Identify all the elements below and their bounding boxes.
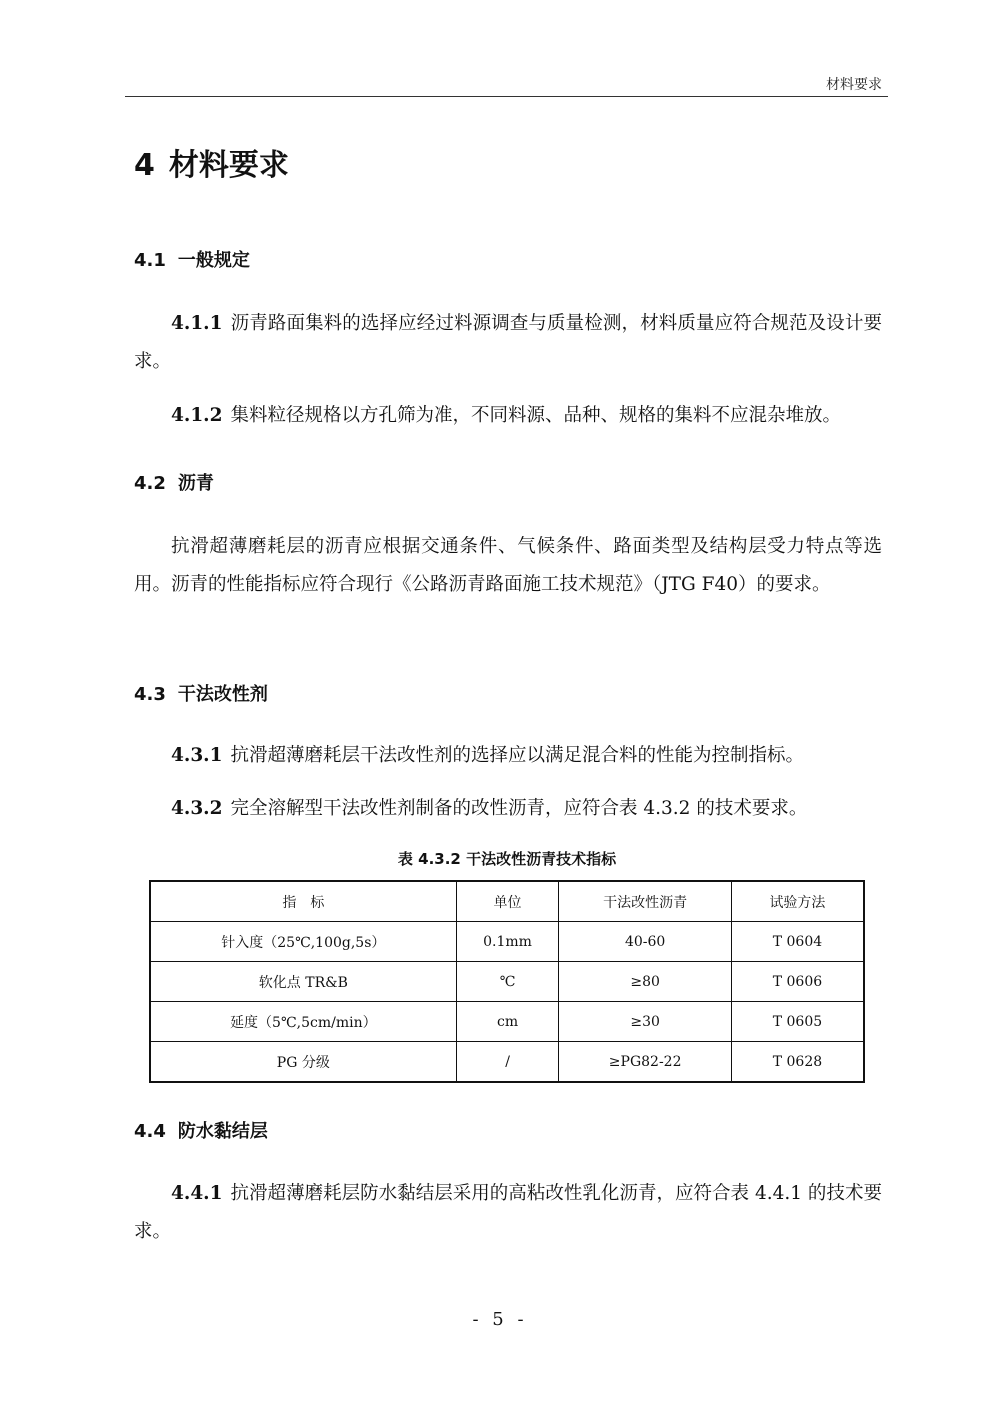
table-caption: 表 4.3.2 干法改性沥青技术指标 xyxy=(397,850,617,868)
section-heading-4-4 xyxy=(134,1117,268,1143)
clause-4-3-1 xyxy=(134,737,882,775)
section-number: 4.2 xyxy=(134,473,166,494)
section-title: 干法改性剂 xyxy=(177,684,268,705)
table-header-row xyxy=(150,881,864,922)
section-title: 防水黏结层 xyxy=(177,1121,268,1142)
chapter-number: 4 xyxy=(134,148,155,183)
table-cell: ≥30 xyxy=(559,1002,731,1042)
section-heading-4-1 xyxy=(134,246,250,272)
table-cell: T 0604 xyxy=(731,922,864,962)
table-row xyxy=(150,1042,864,1083)
table-cell: ℃ xyxy=(456,962,559,1002)
table-cell: cm xyxy=(456,1002,559,1042)
clause-4-1-2 xyxy=(134,397,882,435)
header-cell-indicator: 指 标 xyxy=(150,881,456,922)
table-cell: T 0606 xyxy=(731,962,864,1002)
section-number: 4.1 xyxy=(134,250,166,271)
table-cell: T 0628 xyxy=(731,1042,864,1083)
chapter-title xyxy=(134,140,289,184)
paragraph-4-2 xyxy=(134,528,882,604)
header-cell-unit: 单位 xyxy=(456,881,559,922)
clause-number: 4.4.1 xyxy=(171,1183,223,1204)
chapter-title-text: 材料要求 xyxy=(168,148,289,183)
clause-4-4-1 xyxy=(134,1175,882,1251)
table-cell: PG 分级 xyxy=(150,1042,456,1083)
clause-text: 沥青路面集料的选择应经过料源调查与质量检测，材料质量应符合规范及设计要求。 xyxy=(134,313,882,372)
header-cell-method: 试验方法 xyxy=(731,881,864,922)
clause-4-3-2 xyxy=(134,790,882,828)
table-cell: T 0605 xyxy=(731,1002,864,1042)
page-number: - 5 - xyxy=(472,1309,528,1330)
clause-text: 抗滑超薄磨耗层干法改性剂的选择应以满足混合料的性能为控制指标。 xyxy=(230,745,805,766)
table-row xyxy=(150,922,864,962)
table-cell: ≥PG82-22 xyxy=(559,1042,731,1083)
header-cell-asphalt: 干法改性沥青 xyxy=(559,881,731,922)
clause-text: 抗滑超薄磨耗层防水黏结层采用的高粘改性乳化沥青，应符合表 4.4.1 的技术要求。 xyxy=(134,1183,882,1242)
clause-number: 4.1.2 xyxy=(171,405,223,426)
table-row xyxy=(150,1002,864,1042)
running-header xyxy=(125,74,888,97)
table-cell: 延度（5℃,5cm/min） xyxy=(150,1002,456,1042)
clause-number: 4.3.1 xyxy=(171,745,223,766)
section-number: 4.3 xyxy=(134,684,166,705)
table-cell: / xyxy=(456,1042,559,1083)
table-cell: 0.1mm xyxy=(456,922,559,962)
table-cell: 40-60 xyxy=(559,922,731,962)
section-title: 沥青 xyxy=(177,473,214,494)
running-header-title: 材料要求 xyxy=(826,77,882,93)
table-cell: 针入度（25℃,100g,5s） xyxy=(150,922,456,962)
clause-text: 完全溶解型干法改性剂制备的改性沥青，应符合表 4.3.2 的技术要求。 xyxy=(230,798,808,819)
section-title: 一般规定 xyxy=(177,250,250,271)
section-heading-4-2 xyxy=(134,469,214,495)
clause-text: 集料粒径规格以方孔筛为准，不同料源、品种、规格的集料不应混杂堆放。 xyxy=(230,405,842,426)
clause-number: 4.1.1 xyxy=(171,313,223,334)
section-number: 4.4 xyxy=(134,1121,166,1142)
clause-4-1-1 xyxy=(134,305,882,381)
spec-table xyxy=(149,880,865,1083)
section-heading-4-3 xyxy=(134,680,268,706)
clause-number: 4.3.2 xyxy=(171,798,223,819)
table-cell: ≥80 xyxy=(559,962,731,1002)
table-row xyxy=(150,962,864,1002)
paragraph-text: 抗滑超薄磨耗层的沥青应根据交通条件、气候条件、路面类型及结构层受力特点等选用。沥青的性能指标应符合现行《公路沥青路面施工技术规范》（JTG F40）的要求。 xyxy=(134,536,882,595)
table-cell: 软化点 TR&B xyxy=(150,962,456,1002)
